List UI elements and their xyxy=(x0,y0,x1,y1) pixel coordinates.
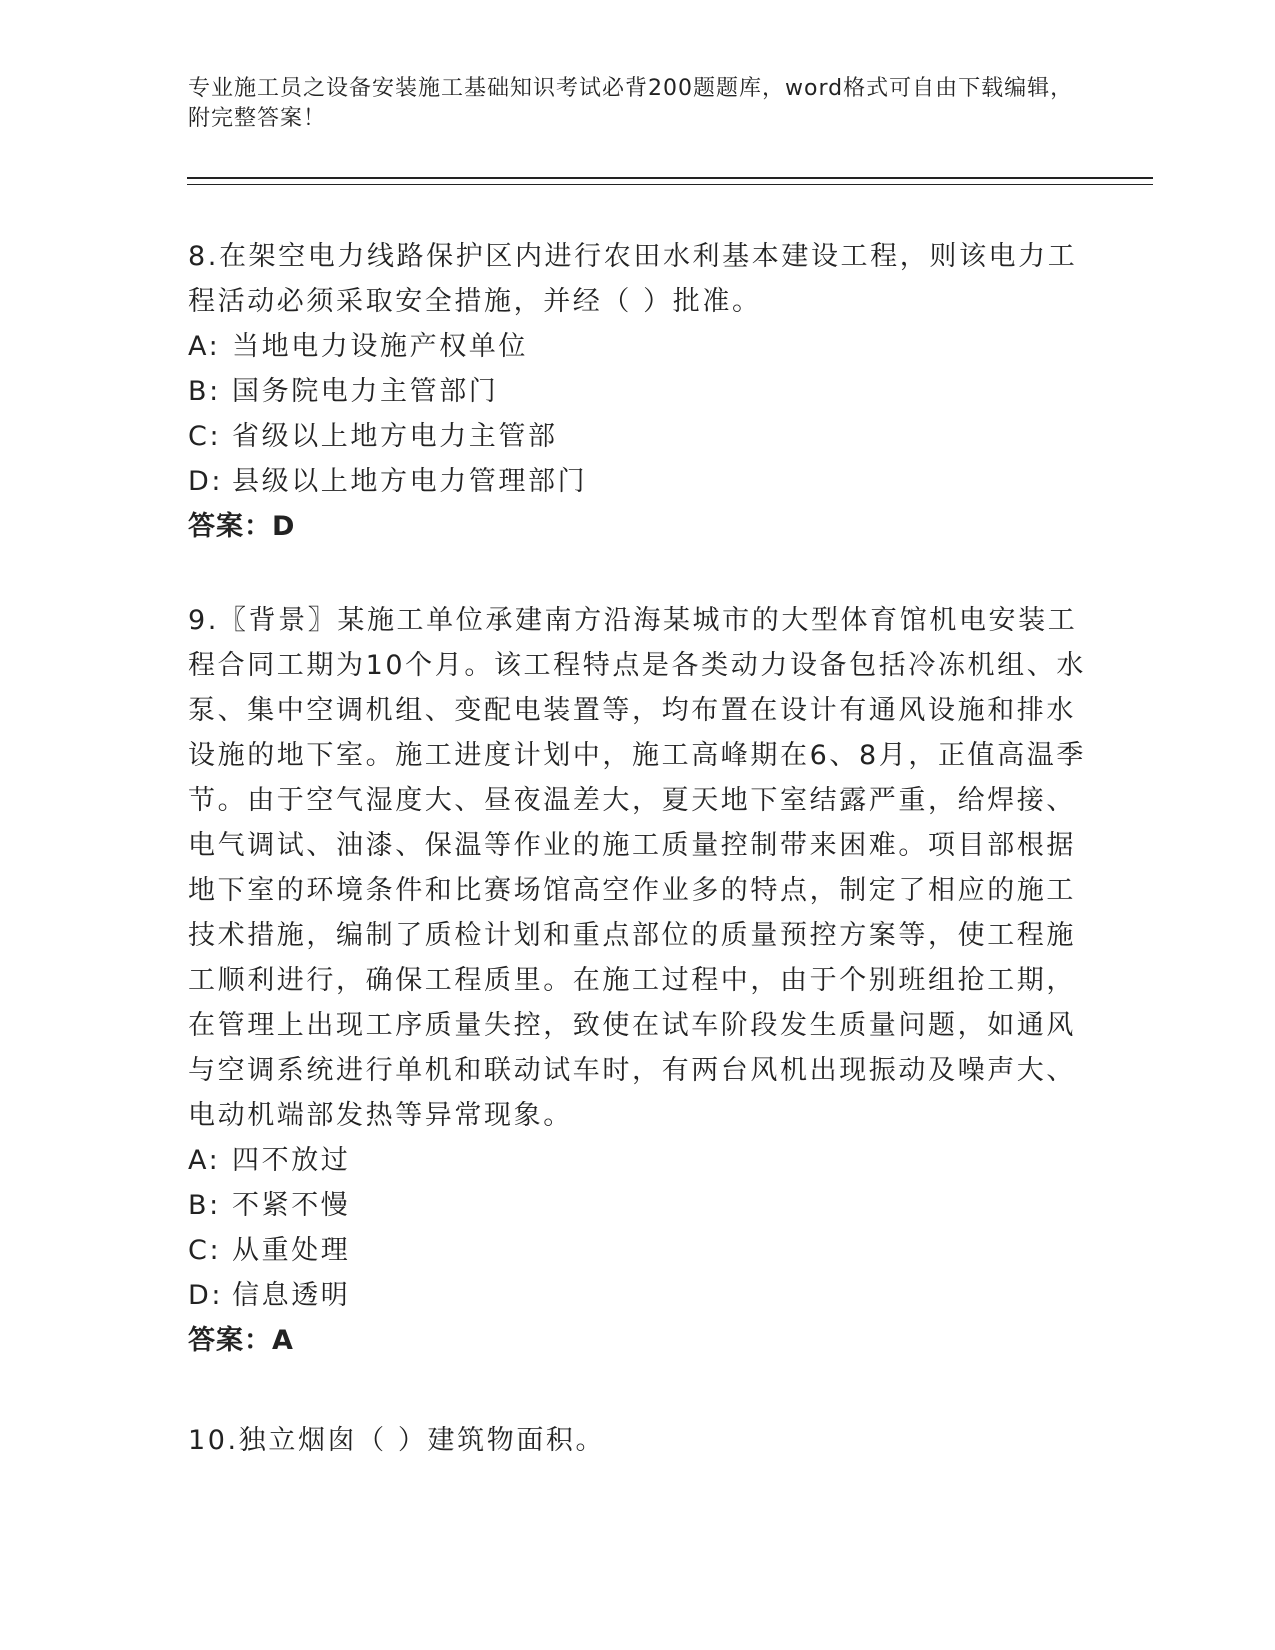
option-c xyxy=(188,1228,1088,1273)
option-b xyxy=(188,1183,1088,1228)
option-b xyxy=(188,369,1088,414)
question-stem: 10.独立烟囱（ ）建筑物面积。 xyxy=(188,1425,606,1456)
document-header: 专业施工员之设备安装施工基础知识考试必背200题题库，word格式可自由下载编辑，附完整答案！ xyxy=(188,76,1074,131)
option-text: 省级以上地方电力主管部 xyxy=(232,421,558,452)
option-key: C: xyxy=(188,421,222,452)
option-key: A: xyxy=(188,331,221,362)
question-stem: 9.〖背景〗某施工单位承建南方沿海某城市的大型体育馆机电安装工程合同工期为10个月。该工程特点是各类动力设备包括冷冻机组、水泵、集中空调机组、变配电装置等，均布置在设计有通风设施和排水设施的地下室。施工进度计划中，施工高峰期在6、8月，正值高温季节。由于空气湿度大、昼夜温差大，夏天地下室结露严重，给焊接、电气调试、油漆、保温等作业的施工质量控制带来困难。项目部根据地下室的环境条件和比赛场馆高空作业多的特点，制定了相应的施工技术措施，编制了质检计划和重点部位的质量预控方案等，使工程施工顺利进行，确保工程质里。在施工过程中，由于个别班组抢工期，在管理上出现工序质量失控，致使在试车阶段发生质量问题，如通风与空调系统进行单机和联动试车时，有两台风机出现振动及噪声大、电动机端部发热等异常现象。 xyxy=(188,605,1086,1131)
option-key: A: xyxy=(188,1145,221,1176)
option-key: B: xyxy=(188,1190,221,1221)
option-key: C: xyxy=(188,1235,222,1266)
option-text: 从重处理 xyxy=(232,1235,351,1266)
answer: 答案：A xyxy=(188,1325,294,1356)
option-d xyxy=(188,1273,1088,1318)
question-8 xyxy=(188,234,1088,549)
answer: 答案：D xyxy=(188,511,296,542)
option-text: 信息透明 xyxy=(232,1280,351,1311)
option-text: 不紧不慢 xyxy=(232,1190,351,1221)
question-10 xyxy=(188,1418,1088,1463)
question-stem: 8.在架空电力线路保护区内进行农田水利基本建设工程，则该电力工程活动必须采取安全措施，并经（ ）批准。 xyxy=(188,241,1078,317)
option-a xyxy=(188,1138,1088,1183)
option-text: 四不放过 xyxy=(232,1145,351,1176)
option-key: B: xyxy=(188,376,221,407)
option-text: 国务院电力主管部门 xyxy=(232,376,499,407)
option-c xyxy=(188,414,1088,459)
option-key: D: xyxy=(188,1280,224,1311)
option-key: D: xyxy=(188,466,224,497)
option-text: 县级以上地方电力管理部门 xyxy=(232,466,588,497)
option-a xyxy=(188,324,1088,369)
option-text: 当地电力设施产权单位 xyxy=(232,331,528,362)
option-d xyxy=(188,459,1088,504)
question-9 xyxy=(188,598,1088,1363)
header-divider-thin xyxy=(187,184,1153,185)
header-divider-thick xyxy=(187,177,1153,179)
